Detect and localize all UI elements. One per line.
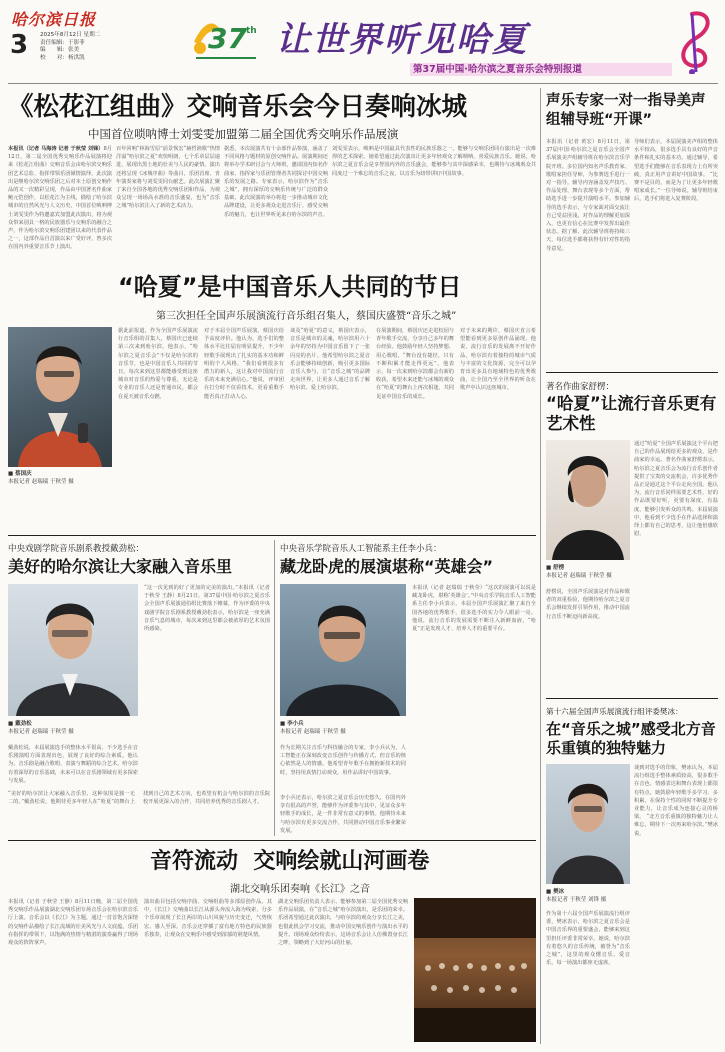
- masthead: [0, 0, 725, 82]
- logo-number: 37: [208, 22, 247, 55]
- article-4-headline: 藏龙卧虎的展演堪称“英雄会”: [280, 557, 494, 576]
- article-4-photo-caption: [280, 720, 406, 736]
- dai-jinsong-photo: [8, 584, 138, 716]
- sidebar-3-text-2: 谈到对选手的印象，樊冰认为，本届流行组选手整体素质较高，很多歌手在音色、情感表达和舞台表现上都很有特点。她鼓励年轻歌手多学习、多积累，在保持个性的同时不断提升专业能力，让音乐成为连接心灵的桥梁。: [634, 765, 718, 821]
- article-4-body-col-left: 作为长期关注音乐与科技融合的专家，李小兵认为，人工智能正在深刻改变音乐创作与传播方式，但音乐的核心依然是人的情感。他希望青年歌手在拥抱新技术的同时，坚持用真情打动观众，用作品讲好中国故事。: [280, 745, 406, 776]
- sidebar-2-photo-caption: [546, 564, 630, 580]
- article-2-body-col-5: 对于未来的期许，蔡国庆直言希望能看到更多原创作品涌现。他说，流行音乐的发展离不开好作品，哈尔滨有着独特的城市气质与丰富的文化资源，完全可以孕育出更多具有地域特色的优秀歌曲，让全国乃至全世界的听众在歌声中认识这座城市。: [460, 328, 536, 392]
- article-2-photo-caption: [8, 470, 112, 486]
- article-1-byline: 本报讯（记者 马海涛 记者 于秋莹 刘锋）: [8, 146, 104, 152]
- article-5-subhead: 湖北交响乐团奏响《长江》之音: [230, 884, 370, 895]
- article-5-body-col-3: 湖北交响乐团负责人表示，能够参加第二届全国优秀交响乐作品展演，在“音乐之城”哈尔滨演出，是乐团的荣幸。乐团希望通过此次演出，与哈尔滨的观众分享长江之美，也借此机会学习交流，推动中国交响乐创作与演出水平的提升。现场观众纷纷表示，这场音乐会让人仿佛置身长江之畔，领略到了大好河山的壮丽。: [278, 899, 408, 947]
- sidebar-3: [546, 702, 718, 1046]
- article-2-body-col-2: 对于本届全国声乐展演，蔡国庆给予高度评价。他认为，选手们的整体水平比往届有明显提升，不少年轻歌手展现出了扎实的基本功和鲜明的个人风格。“我们看到很多有潜力的新人，这让我对中国流行音乐的未来充满信心。”他说，评审团在打分时不仅看技术，更看重歌手能否真正打动人心。: [204, 328, 284, 400]
- article-1: [8, 88, 536, 270]
- article-3-body-col-left: 戴劲松说，本届展演选手的整体水平很高，不少选手在音乐剧演唱方面表现出色，展现了良好的综合素质。他认为，音乐剧是融合歌唱、表演与舞蹈的综合艺术，哈尔滨有着深厚的音乐基础，未来可以在音乐剧领域有更多探索与发展。: [8, 745, 138, 784]
- sidebar-2-body-col-2: [634, 440, 718, 692]
- paper-name: 哈尔滨日报: [11, 10, 97, 29]
- article-5-body-col-1: 本报讯（记者 于秋莹 王静）8月11日晚，第二届全国优秀交响乐作品展演湖北交响乐团专场音乐会在哈尔滨音乐厅上演。音乐会以《长江》为主题，通过一首首饱含深情的交响作品描绘了长江流域的壮美风光与人文底蕴。乐团在指挥的带领下，以饱满的热情与精湛的演奏赢得了现场观众的阵阵掌声。: [8, 899, 138, 947]
- article-4-body-col-left-2: 李小兵还表示，哈尔滨之夏音乐会历史悠久，在国内外享有很高的声誉，能够作为评委参与其中，见证众多年轻歌手的成长，是一件非常有意义的事情。他期待未来与哈尔滨有更多交流合作，共同推动中国音乐事业繁荣发展。: [280, 795, 406, 834]
- article-3-photo-byline: 本报记者 赵瑞瑞 于秋莹 摄: [8, 729, 74, 735]
- sidebar-2-body-col-1: 舒楞说，全国声乐展演是对作品和歌者的双重检验，他期待哈尔滨之夏音乐会继续发挥引领作用，推动中国流行音乐不断迈向新高度。: [546, 589, 630, 620]
- article-2-body-col-4: 在展演期间，蔡国庆还走进校园与青年歌手交流，分享自己多年的舞台经验。他鼓励年轻人坚持梦想、用心歌唱，“舞台没有捷径，只有不断积累才能走得更远”。他表示，每一次来到哈尔滨都会有新的收获，希望未来还能与冰城的观众在“哈夏”的舞台上再次相逢，共同见证中国音乐的成长。: [376, 328, 454, 400]
- article-5: [8, 844, 536, 1044]
- article-1-body-col-3: 据悉，本次展演共有十余部作品参演，涵盖了不同风格与题材的原创交响作品。展演期间还将举办学术研讨会与大师班，邀请国内知名作曲家、指挥家与乐团管理者共同探讨中国交响乐的发展之路。专家表示，哈尔滨作为“音乐之城”，拥有深厚的交响乐传统与广泛的群众基础，此次展演的举办将进一步推动城市文化品牌建设，让更多观众走进音乐厅，感受交响乐的魅力，也让世界听见来自哈尔滨的声音。: [224, 146, 328, 218]
- article-3-headline: 美好的哈尔滨让大家融入音乐里: [8, 557, 233, 576]
- article-2-subhead: 第三次担任全国声乐展演流行音乐组召集人，蔡国庆盛赞“音乐之城”: [156, 311, 457, 322]
- article-3-photo-caption: [8, 720, 138, 736]
- article-2-bottom-rule: [8, 535, 536, 536]
- sidebar-2-text: 通过“哈夏”全国声乐展演这个平台把自己的作品展现给更多的观众，是作曲家的幸运。著名作曲家舒楞表示，哈尔滨之夏音乐会为流行音乐创作者提供了宝贵的交流机会，许多优秀作品正是通过这个平台走向全国。他认为，流行音乐同样需要艺术性，好的作品既要好听，更要有深度、有温度，能够引发听众的共鸣。本届展演中，他看到不少选手在作品选择和演绎上都有自己的思考，这让他倍感欣慰。: [634, 441, 718, 538]
- art-editor: 编 辑：张美: [40, 47, 80, 53]
- sidebar-2-photo-byline: 本报记者 赵瑞瑞 于秋莹 摄: [546, 573, 612, 579]
- article-4: [280, 540, 536, 836]
- sidebar-3-text-3: “北方音乐重镇的独特魅力让人难忘，期待下一次再来哈尔滨。”樊冰说。: [634, 814, 718, 837]
- article-5-body-col-2: 演出曲目包括交响序曲、交响组曲等多部原创作品。其中，《长江》交响曲以长江从源头奔流入海为线索，分多个乐章展现了长江两岸的山川风貌与历史变迁，气势恢宏、感人至深。音乐会还穿插了富有地方特色的民族器乐独奏，让观众在交响乐中感受到浓郁的荆楚风情。: [144, 899, 272, 938]
- sidebar-1-text: 本报讯（记者 黄宏）8月11日，第37届中国·哈尔滨之夏音乐会全国声乐展演美声组辅导班在哈尔滨音乐学院开班。多位国内知名声乐教育家、歌唱家担任导师，为参赛选手进行一对一指导。辅导内容涵盖发声技巧、作品处理、舞台表现等多个方面，帮助选手进一步提升演唱水平。参加辅导的选手表示，与专家面对面交流让自己受益匪浅，对作品的理解更加深入，也更有信心在比赛中发挥出最佳状态。据了解，此次辅导班将持续三天，每位选手都将获得有针对性的指导意见。: [546, 139, 630, 252]
- sidebar-1-body-col-1: [546, 138, 630, 366]
- article-1-body-col-4: 刘雯雯表示，唢呐是中国最具代表性的民族乐器之一，能够与交响乐团同台演出是一次难得的艺术探索。她希望通过此次演出让更多年轻观众了解唢呐、喜爱民族音乐。她说，哈尔滨之夏音乐会是享誉国内外的音乐盛会，能够参与其中深感荣幸，也期待与冰城观众共同度过一个难忘的音乐之夜，以音乐为纽带讲好中国故事。: [332, 146, 536, 177]
- proofreader: 校 对：杨洪凯: [40, 54, 85, 61]
- article-2: [8, 270, 536, 532]
- li-xiaobing-photo: [280, 584, 406, 716]
- sidebar-3-photo-byline: 本报记者 于秋莹 刘锋 摄: [546, 897, 607, 903]
- festival-logo: [186, 14, 264, 64]
- chief-editor: 责任编辑：于影菲: [40, 39, 85, 46]
- sidebar-3-photo-name: ■ 樊冰: [546, 889, 565, 895]
- sidebar-1-text-3: “比赛不是目的，而是为了让更多年轻歌唱家成长。”一位导师说。辅导班结束后，选手们将进入复赛阶段。: [634, 171, 718, 203]
- logo-suffix: th: [246, 26, 257, 36]
- article-2-body-col-1: 据此前报道，作为全国声乐展演流行音乐组的召集人，蔡国庆已连续第三次来到哈尔滨。他表示，“哈尔滨之夏音乐会”不仅是哈尔滨的音乐节，也是中国音乐人共同的节日。每次来到这里都能感受到这座城市对音乐的热爱与尊重，无论是专业的音乐人还是普通市民，都会在夏天被音乐点燃。: [118, 328, 198, 400]
- masthead-rule: [8, 83, 718, 84]
- article-1-text-1: 8月12日，第二届全国优秀交响乐作品展演将迎来《松花江组曲》交响音乐会由哈尔滨交响乐团艺术总监、指挥带领乐团倾情演绎。此次演出是继哈尔滨交响乐团之后对本土原创交响作品的又一次精彩呈现，作品由中国著名作曲家鲍元恺创作，以松花江为主线，描绘了哈尔滨城市的自然风光与人文历史。中国首位唢呐博士刘雯雯作为特邀嘉宾加盟此次演出，将为观众带来别具一格的民族器乐与交响乐的融合之声。作为哈尔滨交响乐团建团以来的代表作品之一，这部作品自首演以来广受好评，曾多次在国内外重要音乐节上演出。: [8, 146, 112, 251]
- sidebar-3-body-col-1: 作为第十六届全国声乐展演流行组评委，樊冰表示，哈尔滨之夏音乐会是中国音乐界的重要盛会，能够来到这里担任评委非常荣幸。她说，哈尔滨有着悠久的音乐传统，被誉为“音乐之城”，这里的观众懂音乐、爱音乐，每一场演出都座无虚席。: [546, 911, 630, 967]
- slogan: 让世界听见哈夏: [276, 20, 528, 60]
- sidebar-2-headline: “哈夏”让流行音乐更有艺术性: [546, 394, 717, 433]
- sidebar-3-photo-caption: [546, 888, 630, 904]
- article-5-headline: 音符流动 交响绘就山河画卷: [150, 849, 430, 874]
- cai-guoqing-photo: [8, 327, 112, 467]
- page-number: 3: [10, 30, 29, 60]
- article-3-4-divider: [274, 540, 275, 836]
- article-3-body-col-right: “这一次见到的好了更加的完美的演出。”本报讯（记者 于秋莹 王静）8月21日，第37届中国·哈尔滨之夏音乐会全国声乐展演通俗组比赛落下帷幕，作为评委的中央戏剧学院音乐剧系教授戴劲松表示，哈尔滨是一座充满音乐气息的城市，每次来到这里都会被浓厚的艺术氛围所感染。: [144, 585, 270, 633]
- article-4-body-col-right: 本报讯（记者 赵瑞瑞 于秋莹）“这次的展演可以说是藏龙卧虎，堪称‘英雄会’。”中央音乐学院音乐人工智能系主任李小兵表示，本届全国声乐展演汇聚了来自全国各地的优秀歌手，很多选手的实力令人眼前一亮。他说，流行音乐的发展需要不断注入新鲜血液，“哈夏”正是发现人才、培养人才的重要平台。: [412, 585, 536, 633]
- sidebar-2: [546, 376, 718, 696]
- sidebar-1-rule: [546, 372, 718, 373]
- fan-bing-photo: [546, 764, 630, 884]
- sidebar-2-intro: 著名作曲家舒楞：: [546, 382, 615, 392]
- article-3-photo-name: ■ 戴劲松: [8, 721, 32, 727]
- sidebar-3-intro: 第十六届全国声乐展演流行组评委樊冰：: [546, 707, 683, 716]
- masthead-meta: [40, 32, 100, 62]
- article-2-headline: “哈夏”是中国音乐人共同的节日: [118, 273, 462, 301]
- date: 2025年8月12日 星期二: [40, 32, 101, 38]
- article-1-subhead: 中国首位唢呐博士刘雯雯加盟第二届全国优秀交响乐作品展演: [88, 127, 399, 141]
- article-2-photo-byline: 本报记者 赵瑞瑞 于秋莹 摄: [8, 479, 74, 485]
- article-4-photo-byline: 本报记者 赵瑞瑞 于秋莹 摄: [280, 729, 346, 735]
- sidebar-3-headline: 在“音乐之城”感受北方音乐重镇的独特魅力: [546, 720, 716, 757]
- article-2-body-col-3: 谈及“哈夏”的意义，蔡国庆表示，音乐是城市的灵魂，哈尔滨用六十余年的坚持为中国音乐留下了一张闪亮的名片。他希望哈尔滨之夏音乐会能够持续创新，吸引更多国际音乐人参与，让“音乐之城”的品牌走向世界，让更多人通过音乐了解哈尔滨、爱上哈尔滨。: [290, 328, 370, 392]
- article-3-body-bottom: “美好的哈尔滨让大家融入音乐里，这种氛围是独一无二的。”戴劲松说，他期待更多年轻人在“哈夏”的舞台上找到自己的艺术方向，也希望有机会与哈尔滨的音乐院校开展更深入的合作，共同培养优秀的音乐剧人才。: [8, 791, 270, 806]
- sidebar-1-text-2: 导师们表示，本届展演美声组的整体水平较高，很多选手具有良好的声音条件和扎实的基本功。通过辅导，希望选手们能够在音乐表现力上有所突破，真正用声音讲好中国故事。: [634, 139, 718, 178]
- sidebar-1-body-col-2: [634, 138, 718, 366]
- sidebar-1-headline: 声乐专家一对一指导美声组辅导班“开课”: [546, 93, 706, 128]
- article-1-body-col-2: 百年回响“林海雪原”前景恢宏“赫哲渔歌”热情洋溢“哈尔滨之夏”欢快明朗，七个乐章层层递进，展现出黑土地的壮美与人民的豪情。演出还将呈现《冰城序曲》等曲目，乐团首席、青年演奏家将与刘雯雯同台献艺。此次展演汇聚了来自全国各地的优秀交响乐团和作品，为观众呈现一场场高水准的音乐盛宴，也为“音乐之城”哈尔滨注入了新的艺术活力。: [116, 146, 220, 210]
- shu-leng-photo: [546, 440, 630, 560]
- sidebar-divider: [540, 88, 541, 1044]
- sidebar-2-rule: [546, 698, 718, 699]
- article-1-body-col-1: [8, 145, 112, 266]
- sidebar-2-photo-name: ■ 舒楞: [546, 565, 565, 571]
- sidebar-1: [546, 88, 718, 368]
- article-3-intro: 中央戏剧学院音乐剧系教授戴劲松：: [8, 544, 145, 554]
- article-4-intro: 中央音乐学院音乐人工智能系主任李小兵：: [280, 544, 442, 554]
- article-3: [8, 540, 270, 790]
- article-4-photo-name: ■ 李小兵: [280, 721, 304, 727]
- special-report-label: 第37届中国·哈尔滨之夏音乐会特别报道: [413, 64, 582, 75]
- article-4-bottom-rule: [8, 840, 536, 841]
- hubei-orchestra-photo: [414, 898, 536, 1042]
- sidebar-3-body-col-2: [634, 764, 718, 1042]
- article-1-headline: 《松花江组曲》交响音乐会今日奏响冰城: [8, 92, 468, 122]
- article-2-photo-name: ■ 蔡国庆: [8, 471, 32, 477]
